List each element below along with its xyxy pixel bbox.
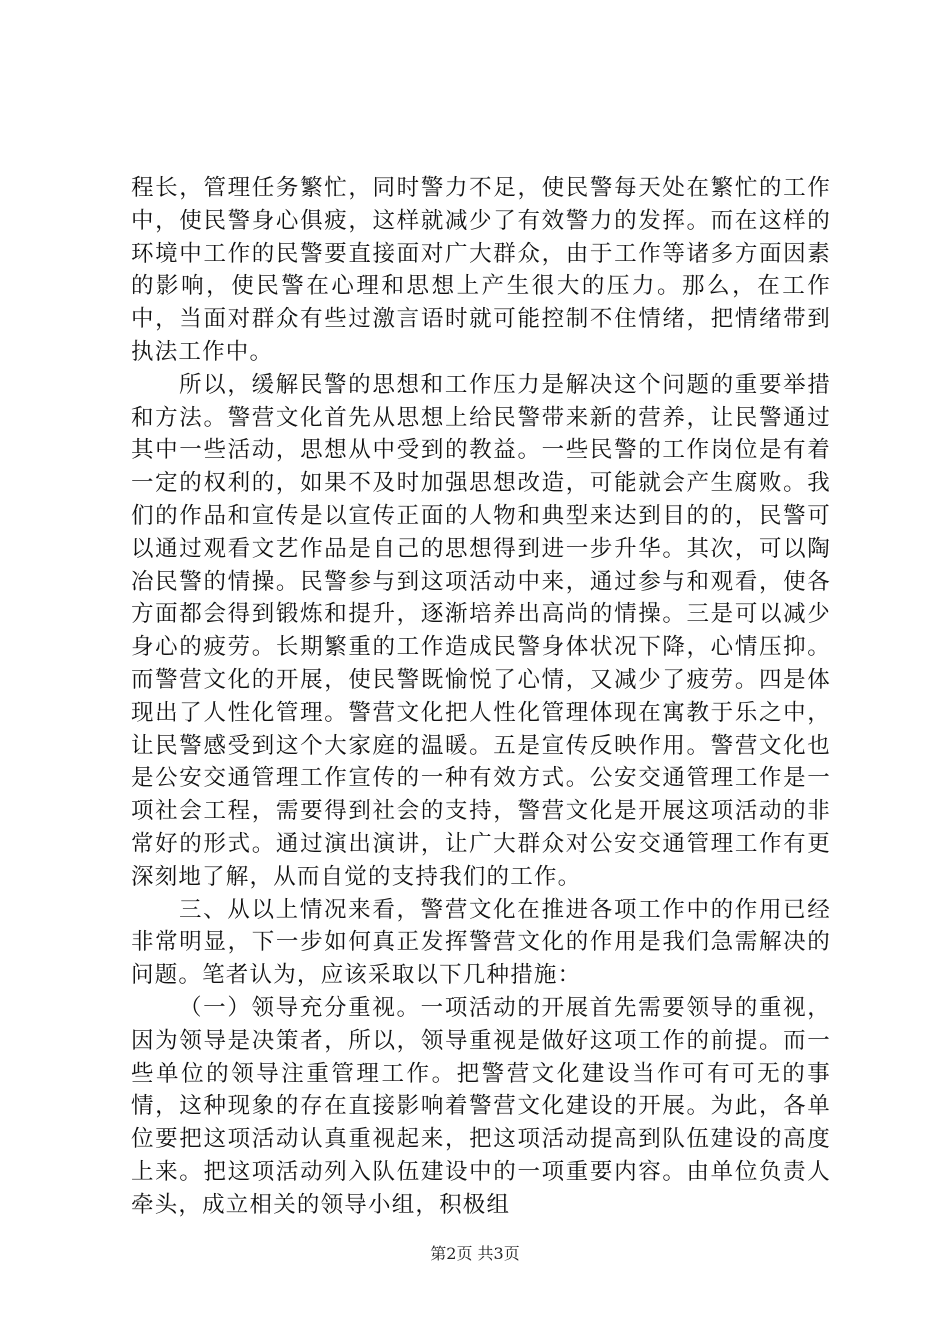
body-text	[131, 172, 831, 1222]
paragraph-continuation: 程长，管理任务繁忙，同时警力不足，使民警每天处在繁忙的工作中，使民警身心俱疲，这样就减少了有效警力的发挥。而在这样的环境中工作的民警要直接面对广大群众，由于工作等诸多方面因素的影响，使民警在心理和思想上产生很大的压力。那么，在工作中，当面对群众有些过激言语时就可能控制不住情绪，把情绪带到执法工作中。	[131, 175, 831, 365]
paragraph-relief-pressure: 所以，缓解民警的思想和工作压力是解决这个问题的重要举措和方法。警营文化首先从思想上给民警带来新的营养，让民警通过其中一些活动，思想从中受到的教益。一些民警的工作岗位是有着一定的权利的，如果不及时加强思想改造，可能就会产生腐败。我们的作品和宣传是以宣传正面的人物和典型来达到目的的，民警可以通过观看文艺作品是自己的思想得到进一步升华。其次，可以陶冶民警的情操。民警参与到这项活动中来，通过参与和观看，使各方面都会得到锻炼和提升，逐渐培养出高尚的情操。三是可以减少身心的疲劳。长期繁重的工作造成民警身体状况下降，心情压抑。而警营文化的开展，使民警既愉悦了心情，又减少了疲劳。四是体现出了人性化管理。警营文化把人性化管理体现在寓教于乐之中，让民警感受到这个大家庭的温暖。五是宣传反映作用。警营文化也是公安交通管理工作宣传的一种有效方式。公安交通管理工作是一项社会工程，需要得到社会的支持，警营文化是开展这项活动的非常好的形式。通过演出演讲，让广大群众对公安交通管理工作有更深刻地了解，从而自觉的支持我们的工作。	[131, 371, 831, 890]
paragraph-leadership: （一）领导充分重视。一项活动的开展首先需要领导的重视，因为领导是决策者，所以，领导重视是做好这项工作的前提。而一些单位的领导注重管理工作。把警营文化建设当作可有可无的事情，这种现象的存在直接影响着警营文化建设的开展。为此，各单位要把这项活动认真重视起来，把这项活动提高到队伍建设的高度上来。把这项活动列入队伍建设中的一项重要内容。由单位负责人牵头，成立相关的领导小组，积极组	[131, 994, 831, 1218]
page-number-footer: 第2页 共3页	[430, 1244, 520, 1263]
paragraph-section-three: 三、从以上情况来看，警营文化在推进各项工作中的作用已经非常明显，下一步如何真正发挥警营文化的作用是我们急需解决的问题。笔者认为，应该采取以下几种措施：	[131, 896, 831, 989]
